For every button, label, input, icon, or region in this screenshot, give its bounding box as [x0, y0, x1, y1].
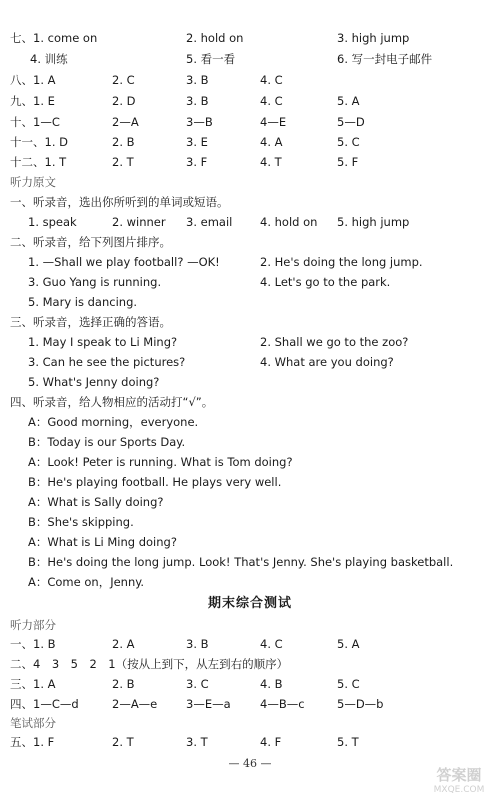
answer-cell: 5. A: [337, 637, 360, 651]
final-row-5: [0, 732, 500, 752]
list-item: 4. hold on: [260, 215, 318, 229]
list-item: 2. winner: [112, 215, 166, 229]
answer-cell: 4. 训练: [30, 52, 68, 66]
final-row-2: [0, 654, 500, 674]
written-part-heading: 笔试部分: [10, 716, 56, 730]
question-title: 三、听录音，选择正确的答语。: [10, 315, 171, 329]
answer-row-7: [0, 28, 500, 48]
dialogue-line: A：Good morning，everyone.: [28, 415, 199, 429]
answer-cell: 2. C: [112, 73, 135, 87]
q1-items: [0, 212, 500, 232]
watermark-logo: [424, 766, 494, 796]
q2-items-row1: [0, 252, 500, 272]
answer-cell: 3. T: [186, 735, 208, 749]
answer-cell: 4. B: [260, 677, 283, 691]
answer-cell: 四、1—C—d: [10, 697, 79, 711]
watermark-url: MXQE.COM: [433, 785, 485, 795]
q3-items-row1: [0, 332, 500, 352]
answer-cell: 2. B: [112, 677, 135, 691]
answer-cell: 4. A: [260, 135, 283, 149]
dialogue-line: A：What is Sally doing?: [28, 495, 164, 509]
list-item: 4. Let's go to the park.: [260, 275, 391, 289]
answer-cell: 2—A: [112, 115, 139, 129]
list-item: 1. —Shall we play football? —OK!: [28, 255, 220, 269]
answer-cell: 2—A—e: [112, 697, 158, 711]
answer-cell: 3. B: [186, 637, 209, 651]
dialogue-line: B：He's playing football. He plays very well.: [28, 475, 282, 489]
answer-cell: 2. D: [112, 94, 136, 108]
dialogue-line: A：Come on，Jenny.: [28, 575, 145, 589]
answer-cell: 4. F: [260, 735, 282, 749]
answer-row-10: [0, 112, 500, 132]
list-item: 2. Shall we go to the zoo?: [260, 335, 409, 349]
list-item: 3. Guo Yang is running.: [28, 275, 162, 289]
answer-cell: 3. C: [186, 677, 209, 691]
list-item: 5. high jump: [337, 215, 410, 229]
answer-cell: 5. C: [337, 677, 360, 691]
q3-items-row3: [0, 372, 500, 392]
q2-items-row2: [0, 272, 500, 292]
list-item: 2. He's doing the long jump.: [260, 255, 423, 269]
answer-cell: 5. C: [337, 135, 360, 149]
answer-cell: 5. A: [337, 94, 360, 108]
answer-cell: 2. T: [112, 735, 134, 749]
listening-text-heading: 听力原文: [10, 175, 56, 189]
listening-part-heading: 听力部分: [10, 618, 56, 632]
answer-cell: 5. 看一看: [186, 52, 236, 66]
answer-cell: 五、1. F: [10, 735, 55, 749]
list-item: 4. What are you doing?: [260, 355, 394, 369]
answer-cell: 5. T: [337, 735, 359, 749]
answer-cell: 3. B: [186, 73, 209, 87]
answer-row-7b: [0, 49, 500, 69]
dialogue-line: A：What is Li Ming doing?: [28, 535, 177, 549]
answer-cell: 4. C: [260, 73, 283, 87]
answer-cell: 2. T: [112, 155, 134, 169]
answer-cell: 2. hold on: [186, 31, 244, 45]
answer-cell: 3. high jump: [337, 31, 410, 45]
question-title: 一、听录音，选出你所听到的单词或短语。: [10, 195, 229, 209]
question-title: 二、听录音，给下列图片排序。: [10, 235, 171, 249]
answer-cell: 二、4 3 5 2 1（按从上到下，从左到右的顺序）: [10, 657, 289, 671]
list-item: 5. Mary is dancing.: [28, 295, 138, 309]
watermark-text: 答案圈: [436, 766, 482, 784]
question-title: 四、听录音，给人物相应的活动打“√”。: [10, 395, 214, 409]
answer-cell: 七、1. come on: [10, 31, 98, 45]
answer-cell: 八、1. A: [10, 73, 56, 87]
answer-cell: 十、1—C: [10, 115, 60, 129]
list-item: 5. What's Jenny doing?: [28, 375, 160, 389]
answer-cell: 2. A: [112, 637, 135, 651]
answer-cell: 5—D: [337, 115, 365, 129]
answer-cell: 4. C: [260, 637, 283, 651]
dialogue-line: B：Today is our Sports Day.: [28, 435, 186, 449]
answer-cell: 3. F: [186, 155, 208, 169]
answer-cell: 4—B—c: [260, 697, 305, 711]
answer-cell: 3. B: [186, 94, 209, 108]
answer-row-8: [0, 70, 500, 90]
q3-items-row2: [0, 352, 500, 372]
answer-row-9: [0, 91, 500, 111]
answer-cell: 十二、1. T: [10, 155, 67, 169]
answer-cell: 5. F: [337, 155, 359, 169]
answer-cell: 2. B: [112, 135, 135, 149]
dialogue-line: A：Look! Peter is running. What is Tom doing?: [28, 455, 293, 469]
dialogue-line: B：She's skipping.: [28, 515, 134, 529]
answer-cell: 4. T: [260, 155, 282, 169]
q2-items-row3: [0, 292, 500, 312]
list-item: 3. email: [186, 215, 233, 229]
answer-cell: 一、1. B: [10, 637, 56, 651]
dialogue-line: B：He's doing the long jump. Look! That's Jenny. She's playing basketball.: [28, 555, 454, 569]
final-row-1: [0, 634, 500, 654]
answer-cell: 6. 写一封电子邮件: [337, 52, 433, 66]
answer-cell: 3. E: [186, 135, 208, 149]
answer-cell: 3—E—a: [186, 697, 231, 711]
answer-cell: 九、1. E: [10, 94, 55, 108]
answer-cell: 4. C: [260, 94, 283, 108]
list-item: 1. May I speak to Li Ming?: [28, 335, 178, 349]
answer-cell: 三、1. A: [10, 677, 56, 691]
final-row-4: [0, 694, 500, 714]
answer-cell: 十一、1. D: [10, 135, 68, 149]
answer-row-11: [0, 132, 500, 152]
final-row-3: [0, 674, 500, 694]
list-item: 1. speak: [28, 215, 77, 229]
answer-cell: 4—E: [260, 115, 287, 129]
list-item: 3. Can he see the pictures?: [28, 355, 186, 369]
answer-row-12: [0, 152, 500, 172]
answer-cell: 3—B: [186, 115, 213, 129]
answer-cell: 5—D—b: [337, 697, 384, 711]
section-title: 期末综合测试: [207, 596, 292, 611]
page-number: — 46 —: [228, 757, 272, 770]
